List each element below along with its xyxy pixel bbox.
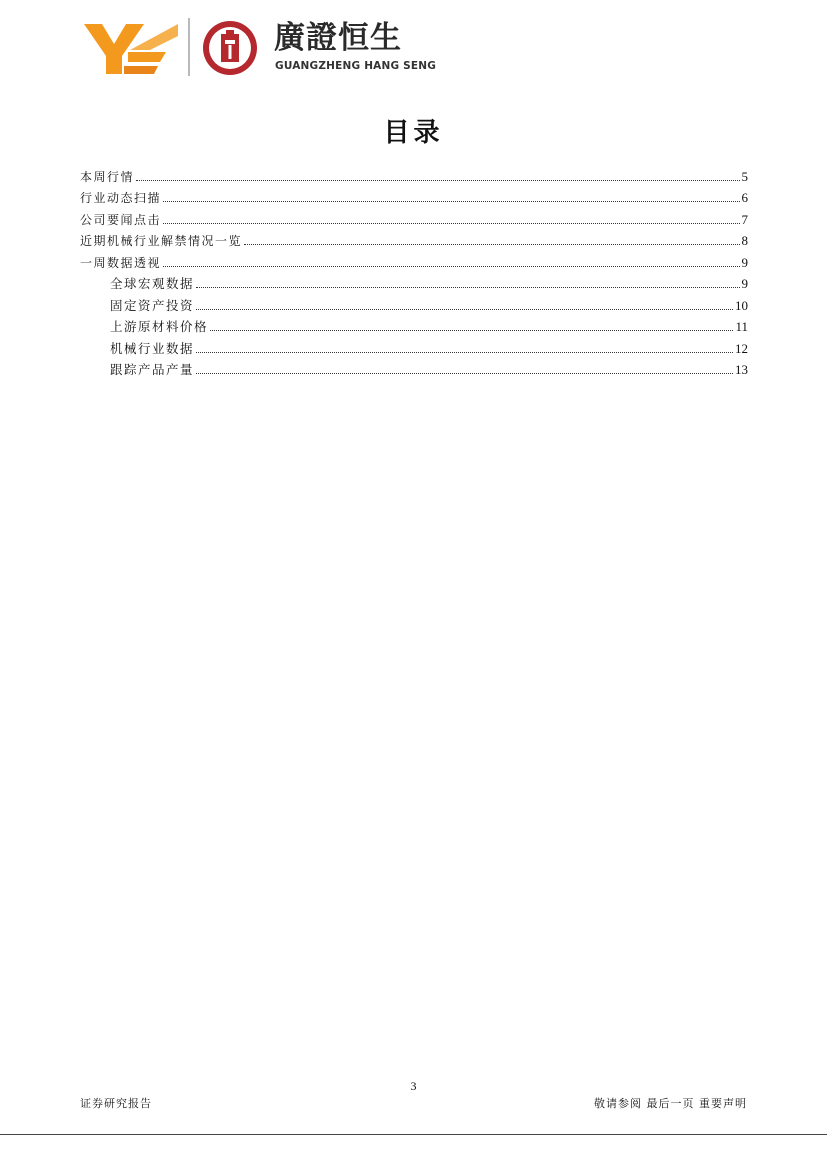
brand-name-english: GUANGZHENG HANG SENG (275, 60, 437, 72)
toc-entry-label: 本周行情 (80, 169, 135, 184)
toc-subentry[interactable] (80, 334, 748, 356)
toc-entry-label: 机械行业数据 (110, 340, 195, 356)
toc-entry-page: 9 (741, 276, 748, 291)
toc-dot-leader (210, 329, 733, 331)
company-logo (84, 18, 437, 78)
toc-dot-leader (196, 351, 733, 353)
toc-entry[interactable] (80, 227, 748, 249)
toc-subentry[interactable] (80, 291, 748, 313)
footer-disclaimer-note: 敬请参阅 最后一页 重要声明 (594, 1097, 747, 1110)
toc-dot-leader (136, 179, 739, 181)
toc-entry-page: 5 (741, 168, 748, 184)
toc-dot-leader (196, 286, 739, 288)
toc-entry-label: 行业动态扫描 (80, 191, 162, 205)
footer-divider (0, 1134, 827, 1135)
toc-subentry[interactable] (80, 313, 748, 335)
toc-entry-label: 跟踪产品产量 (110, 362, 195, 377)
brand-name-chinese: 廣證恒生 (274, 20, 402, 56)
toc-entry[interactable] (80, 205, 748, 227)
toc-dot-leader (244, 243, 739, 245)
toc-entry-page: 10 (735, 297, 748, 313)
toc-entry-page: 7 (741, 211, 748, 227)
toc-entry-page: 9 (741, 254, 748, 270)
toc-entry[interactable] (80, 162, 748, 184)
toc-dot-leader (196, 372, 733, 374)
toc-entry[interactable] (80, 184, 748, 206)
page-number: 3 (410, 1079, 417, 1093)
toc-dot-leader (163, 265, 739, 267)
table-of-contents (80, 162, 748, 377)
toc-entry-label: 公司要闻点击 (80, 212, 162, 227)
logo-divider (188, 18, 190, 76)
seal-emblem-icon (202, 20, 258, 76)
toc-entry-label: 固定资产投资 (110, 297, 195, 313)
toc-entry[interactable] (80, 248, 748, 270)
footer-report-type: 证券研究报告 (80, 1097, 152, 1110)
toc-title: 目录 (383, 118, 444, 148)
toc-entry-label: 上游原材料价格 (110, 319, 209, 334)
toc-entry-page: 6 (741, 190, 748, 205)
toc-entry-label: 近期机械行业解禁情况一览 (80, 234, 243, 248)
toc-entry-page: 13 (735, 362, 748, 377)
toc-subentry[interactable] (80, 270, 748, 292)
ye-logo-icon (84, 20, 180, 76)
toc-entry-label: 全球宏观数据 (110, 276, 195, 291)
toc-subentry[interactable] (80, 356, 748, 378)
toc-entry-page: 8 (741, 233, 748, 248)
toc-dot-leader (163, 200, 739, 202)
toc-dot-leader (163, 222, 739, 224)
toc-entry-label: 一周数据透视 (80, 255, 162, 270)
toc-dot-leader (196, 308, 733, 310)
toc-entry-page: 12 (735, 340, 748, 356)
toc-entry-page: 11 (735, 319, 748, 334)
